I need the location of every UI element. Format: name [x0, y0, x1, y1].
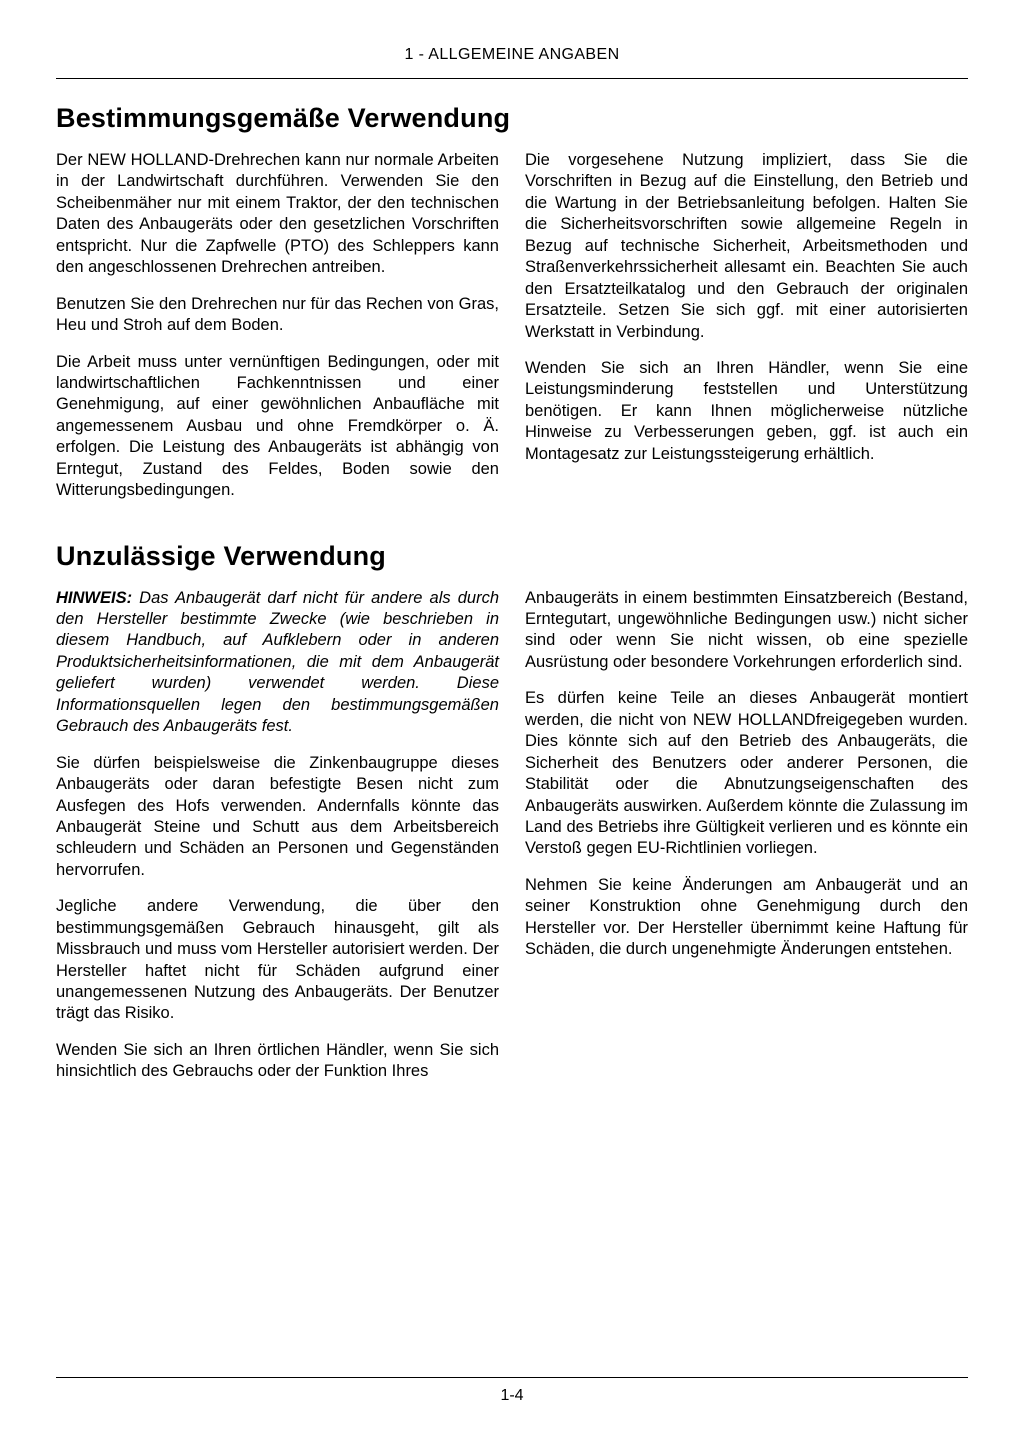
- right-column: [525, 150, 968, 517]
- paragraph: Die vorgesehene Nutzung impliziert, dass Sie die Vorschriften in Bezug auf die Einstellung, den Betrieb und die Wartung in der Betriebsanleitung befolgen. Halten Sie die Sicherheitsvorschriften sowie allgemeine Regeln in Bezug auf technische Sicherheit, Arbeitsmethoden und Straßenverkehrssicherheit allesamt ein. Beachten Sie auch den Ersatzteilkatalog und den Gebrauch der originalen Ersatzteile. Setzen Sie sich ggf. mit einer autorisierten Werkstatt in Verbindung.: [525, 151, 968, 341]
- left-column: [56, 150, 499, 517]
- left-column: [56, 588, 499, 1098]
- paragraph: Benutzen Sie den Drehrechen nur für das Rechen von Gras, Heu und Stroh auf dem Boden.: [56, 294, 499, 335]
- paragraph: Der NEW HOLLAND-Drehrechen kann nur normale Arbeiten in der Landwirtschaft durchführen. Verwenden Sie den Scheibenmäher nur mit einem Traktor, der den technischen Daten des Anbaugeräts oder den gesetzlichen Vorschriften entspricht. Nur die Zapfwelle (PTO) des Schleppers kann den angeschlossenen Drehrechen antreiben.: [56, 151, 499, 277]
- section-bestimmung-columns: [56, 150, 968, 517]
- page-number: 1-4: [500, 1387, 524, 1404]
- section-title-bestimmungsgemaesse-verwendung: Bestimmungsgemäße Verwendung: [56, 103, 511, 133]
- note-label: HINWEIS:: [56, 588, 133, 607]
- page-footer: [56, 1377, 968, 1405]
- note-paragraph: [56, 588, 499, 738]
- section-unzulaessig-columns: [56, 588, 968, 1098]
- section-title-unzulaessige-verwendung: Unzulässige Verwendung: [56, 540, 386, 571]
- paragraph: Wenden Sie sich an Ihren Händler, wenn Sie eine Leistungsminderung feststellen und Unterstützung benötigen. Er kann Ihnen möglicherweise nützliche Hinweise zu Verbesserungen geben, ggf. ist auch ein Montagesatz zur Leistungssteigerung erhältlich.: [525, 358, 968, 463]
- right-column: [525, 588, 968, 1098]
- paragraph: Nehmen Sie keine Änderungen am Anbaugerät und an seiner Konstruktion ohne Genehmigung durch den Hersteller vor. Der Hersteller übernimmt keine Haftung für Schäden, die durch ungenehmigte Änderungen entstehen.: [525, 875, 968, 959]
- page-header: [56, 46, 968, 79]
- paragraph: Wenden Sie sich an Ihren örtlichen Händler, wenn Sie sich hinsichtlich des Gebrauchs oder der Funktion Ihres: [56, 1040, 499, 1081]
- paragraph: Sie dürfen beispielsweise die Zinkenbaugruppe dieses Anbaugeräts oder daran befestigte Besen nicht zum Ausfegen des Hofs verwenden. Andernfalls könnte das Anbaugerät Steine und Schutt aus dem Arbeitsbereich schleudern und Schäden an Personen und Gegenständen hervorrufen.: [56, 753, 499, 879]
- paragraph: Es dürfen keine Teile an dieses Anbaugerät montiert werden, die nicht von NEW HOLLANDfreigegeben wurden. Dies könnte sich auf den Betrieb des Anbaugeräts, die Sicherheit des Benutzers oder anderer Personen, die Stabilität oder die Abnutzungseigenschaften des Anbaugeräts auswirken. Außerdem könnte die Zulassung im Land des Betriebs ihre Gültigkeit verlieren und es könnte ein Verstoß gegen EU-Richtlinien vorliegen.: [525, 689, 968, 858]
- header-title: 1 - ALLGEMEINE ANGABEN: [404, 46, 620, 63]
- paragraph: Jegliche andere Verwendung, die über den bestimmungsgemäßen Gebrauch hinausgeht, gilt als Missbrauch und muss vom Hersteller autorisiert werden. Der Hersteller haftet nicht für Schäden aufgrund einer unangemessenen Nutzung des Anbaugeräts. Der Benutzer trägt das Risiko.: [56, 897, 499, 1023]
- paragraph: Anbaugeräts in einem bestimmten Einsatzbereich (Bestand, Erntegutart, ungewöhnliche Bedingungen usw.) nicht sicher sind oder wenn Sie nicht wissen, ob eine spezielle Ausrüstung oder besondere Vorkehrungen erforderlich sind.: [525, 588, 968, 671]
- paragraph: Die Arbeit muss unter vernünftigen Bedingungen, oder mit landwirtschaftlichen Fachkenntnissen und einer Genehmigung, auf einer gewöhnlichen Anbaufläche mit angemessenem Ausbau und ohne Fremdkörper o. Ä. erfolgen. Die Leistung des Anbaugeräts ist abhängig von Erntegut, Zustand des Feldes, Boden sowie den Witterungsbedingungen.: [56, 352, 499, 500]
- note-text: Das Anbaugerät darf nicht für andere als durch den Hersteller bestimmte Zwecke (wie beschrieben in diesem Handbuch, auf Aufklebern oder in anderen Produktsicherheitsinformationen, die mit dem Anbaugerät geliefert wurden) verwendet werden. Diese Informationsquellen legen den bestimmungsgemäßen Gebrauch des Anbaugeräts fest.: [56, 588, 499, 736]
